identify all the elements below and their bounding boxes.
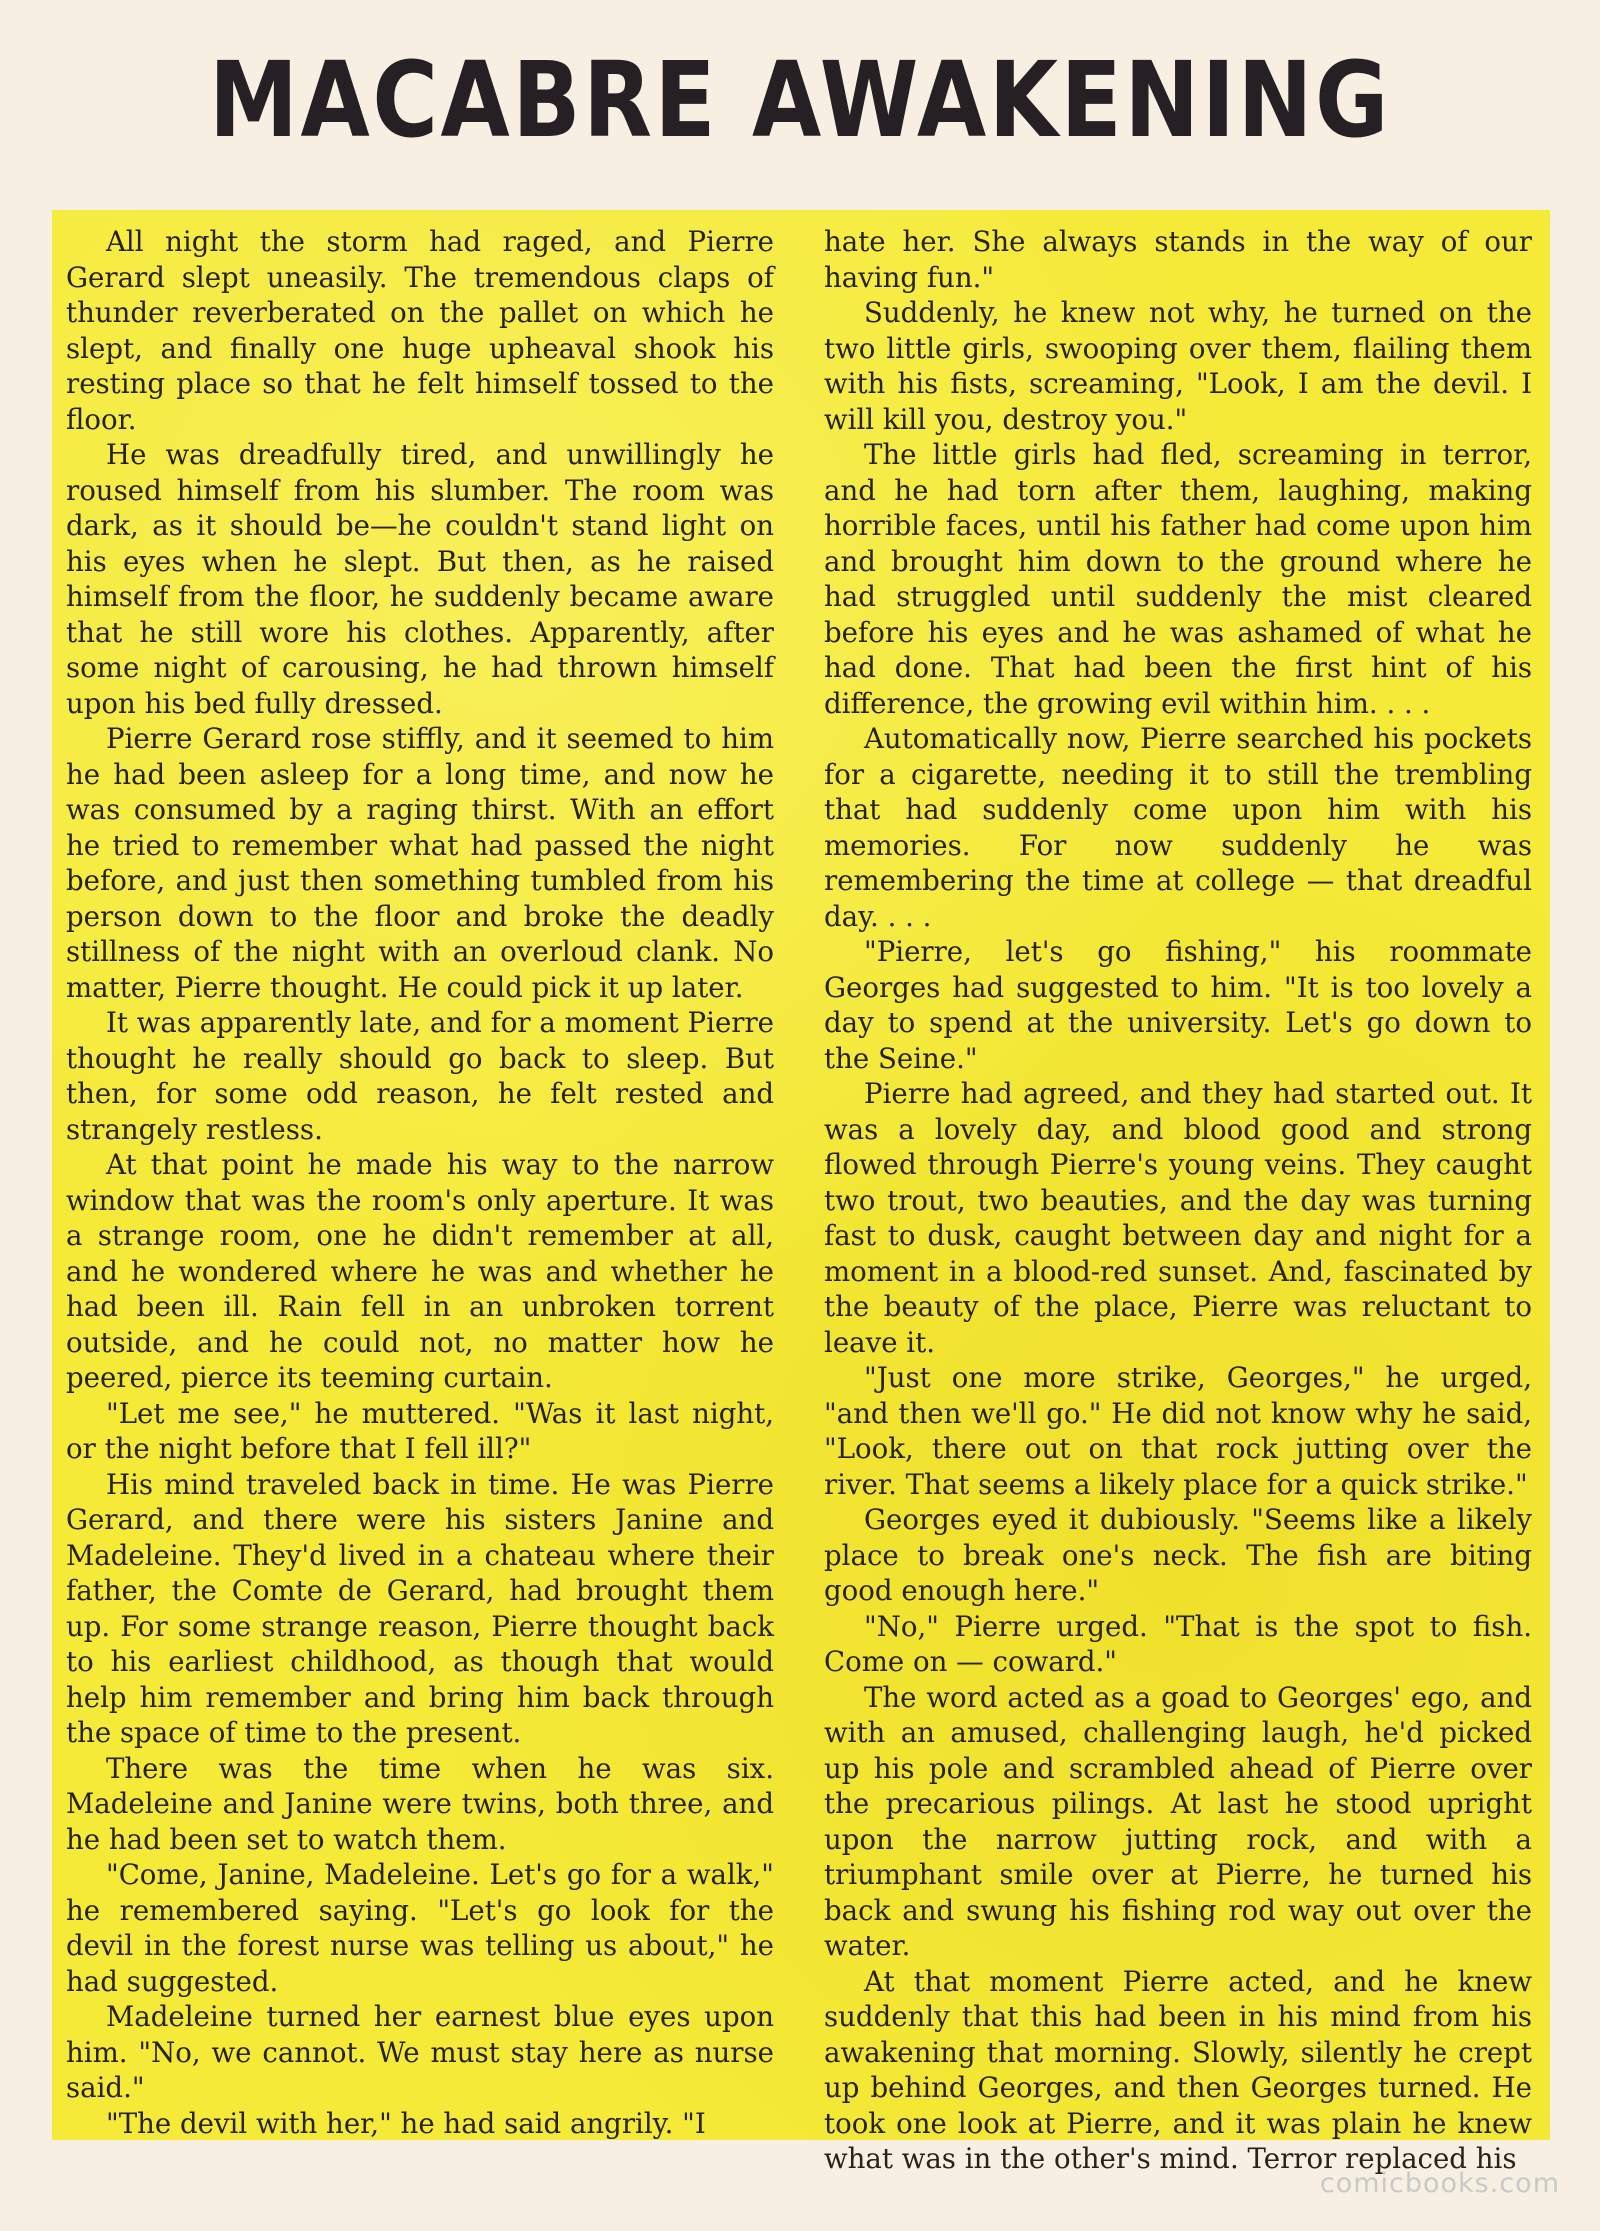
page-title: MACABRE AWAKENING xyxy=(208,39,1392,161)
paragraph: His mind traveled back in time. He was Pierre Gerard, and there were his sisters Janine and Madeleine. They'd lived in a chateau where their father, the Comte de Gerard, had brought them up. For some strange reason, Pierre thought back to his earliest childhood, as though that would help him remember and bring him back through the space of time to the present. xyxy=(66,1467,774,1749)
paragraph: All night the storm had raged, and Pierre Gerard slept uneasily. The tremendous claps of thunder reverberated on the pallet on which he slept, and finally one huge upheaval shook his resting place so that he felt himself tossed to the floor. xyxy=(66,225,774,436)
watermark: comicbooks.com xyxy=(1319,2168,1560,2199)
paragraph: The little girls had fled, screaming in terror, and he had torn after them, laughing, making horrible faces, until his father had come upon him and brought him down to the ground where he had struggled until suddenly the mist cleared before his eyes and he was ashamed of what he had done. That had been the first hint of his difference, the growing evil within him. . . . xyxy=(824,438,1532,720)
paragraph: Madeleine turned her earnest blue eyes upon him. "No, we cannot. We must stay here as nurse said." xyxy=(66,2000,774,2104)
paragraph: At that moment Pierre acted, and he knew suddenly that this had been in his mind from his awakening that morning. Slowly, silently he crept up behind Georges, and then Georges turned. He took one look at Pierre, and it was plain he knew what was in the other's mind. Terror replaced his xyxy=(824,1964,1532,2175)
paragraph: "The devil with her," he had said angrily. "I xyxy=(106,2106,706,2140)
paragraph: The word acted as a goad to Georges' ego, and with an amused, challenging laugh, he'd picked up his pole and scrambled ahead of Pierre over the precarious pilings. At last he stood upright upon the narrow jutting rock, and with a triumphant smile over at Pierre, he turned his back and swung his fishing rod way out over the water. xyxy=(824,1680,1532,1962)
paragraph: At that point he made his way to the narrow window that was the room's only aperture. It was a strange room, one he didn't remember at all, and he wondered where he was and whether he had been ill. Rain fell in an unbroken torrent outside, and he could not, no matter how he peered, pierce its teeming curtain. xyxy=(66,1148,774,1394)
paragraph: Georges eyed it dubiously. "Seems like a likely place to break one's neck. The fish are biting good enough here." xyxy=(824,1503,1532,1607)
paragraph-continued: hate her. She always stands in the way of our having fun." xyxy=(824,225,1532,294)
left-column xyxy=(66,224,774,2141)
paragraph: Automatically now, Pierre searched his pockets for a cigarette, needing it to still the trembling that had suddenly come upon him with his memories. For now suddenly he was remembering the time at college — that dreadful day. . . . xyxy=(824,722,1532,933)
paragraph: "Just one more strike, Georges," he urged, "and then we'll go." He did not know why he said, "Look, there out on that rock jutting over the river. That seems a likely place for a quick strike." xyxy=(824,1361,1532,1501)
paragraph: Pierre Gerard rose stiffly, and it seemed to him he had been asleep for a long time, and now he was consumed by a raging thirst. With an effort he tried to remember what had passed the night before, and just then something tumbled from his person down to the floor and broke the deadly stillness of the night with an overloud clank. No matter, Pierre thought. He could pick it up later. xyxy=(66,722,774,1004)
paragraph: "Pierre, let's go fishing," his roommate Georges had suggested to him. "It is too lovely a day to spend at the university. Let's go down to the Seine." xyxy=(824,935,1532,1075)
paragraph: "Come, Janine, Madeleine. Let's go for a walk," he remembered saying. "Let's go look for the devil in the forest nurse was telling us about," he had suggested. xyxy=(66,1858,774,1998)
paragraph: Pierre had agreed, and they had started out. It was a lovely day, and blood good and strong flowed through Pierre's young veins. They caught two trout, two beauties, and the day was turning fast to dusk, caught between day and night for a moment in a blood-red sunset. And, fascinated by the beauty of the place, Pierre was reluctant to leave it. xyxy=(824,1077,1532,1359)
paragraph: It was apparently late, and for a moment Pierre thought he really should go back to sleep. But then, for some odd reason, he felt rested and strangely restless. xyxy=(66,1006,774,1146)
paragraph: He was dreadfully tired, and unwillingly he roused himself from his slumber. The room was dark, as it should be—he couldn't stand light on his eyes when he slept. But then, as he raised himself from the floor, he suddenly became aware that he still wore his clothes. Apparently, after some night of carousing, he had thrown himself upon his bed fully dressed. xyxy=(66,438,774,720)
paragraph: "Let me see," he muttered. "Was it last night, or the night before that I fell ill?" xyxy=(66,1396,774,1465)
paragraph: "No," Pierre urged. "That is the spot to fish. Come on — coward." xyxy=(824,1609,1532,1678)
paragraph: Suddenly, he knew not why, he turned on the two little girls, swooping over them, flailing them with his fists, screaming, "Look, I am the devil. I will kill you, destroy you." xyxy=(824,296,1532,436)
paragraph: There was the time when he was six. Madeleine and Janine were twins, both three, and he had been set to watch them. xyxy=(66,1751,774,1856)
right-column xyxy=(824,224,1532,2177)
story-panel xyxy=(52,210,1550,2175)
